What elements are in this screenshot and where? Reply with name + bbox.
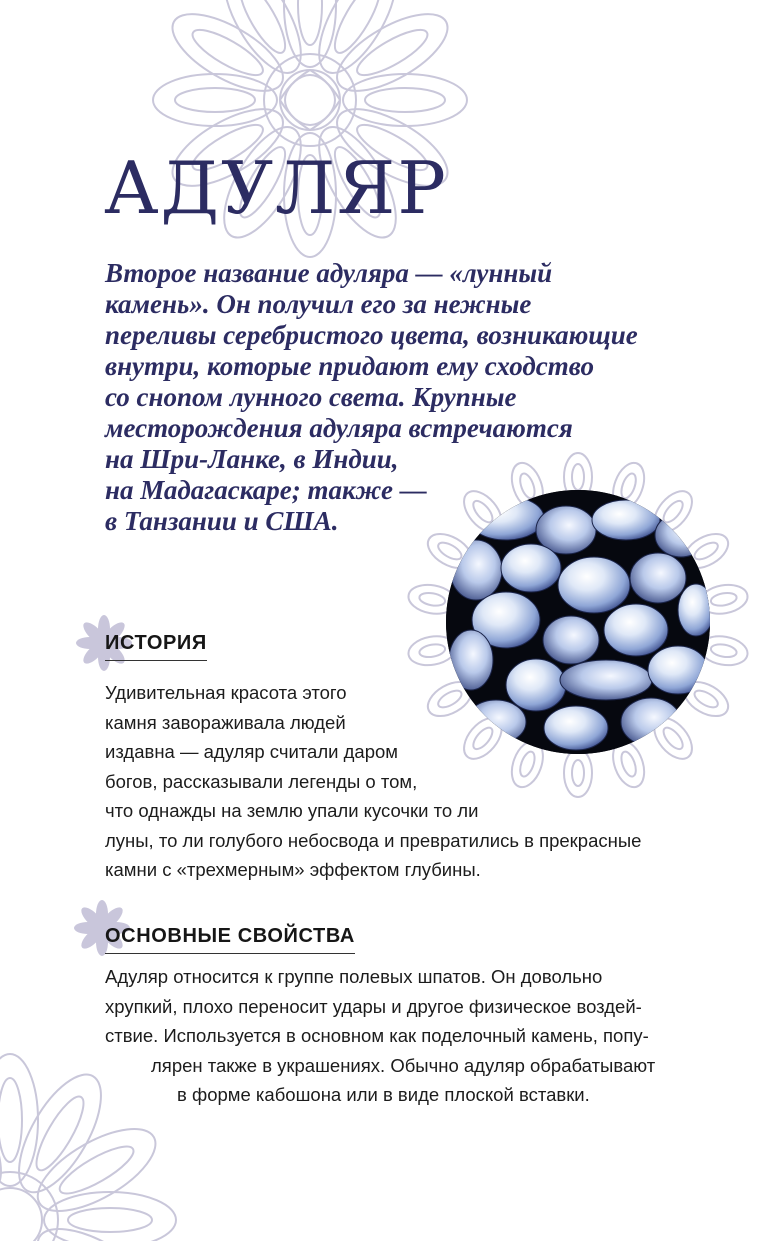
history-line: Удивительная красота этого — [105, 682, 347, 703]
history-line: что однажды на землю упали кусочки то ли — [105, 800, 479, 821]
history-line: издавна — адуляр считали даром — [105, 741, 398, 762]
history-line: камня завораживала людей — [105, 711, 346, 733]
properties-line: хрупкий, плохо переносит удары и другое физическое воздей- — [105, 995, 642, 1017]
intro-line: на Мадагаскаре; также — — [105, 475, 427, 505]
properties-line: лярен также в украшениях. Обычно адуляр обрабатывают — [151, 1054, 656, 1076]
intro-paragraph — [105, 258, 715, 537]
properties-line: в форме кабошона или в виде плоской вставки. — [177, 1084, 590, 1105]
page-title: АДУЛЯР — [104, 146, 448, 230]
intro-line: месторождения адуляра встречаются — [105, 413, 573, 443]
section-heading-properties: ОСНОВНЫЕ СВОЙСТВА — [105, 925, 355, 954]
history-paragraph — [105, 678, 641, 885]
properties-paragraph — [105, 962, 655, 1110]
properties-line: Адуляр относится к группе полевых шпатов. Он довольно — [105, 966, 603, 987]
intro-line: в Танзании и США. — [105, 506, 339, 536]
intro-line: со снопом лунного света. Крупные — [105, 382, 517, 412]
intro-line: на Шри-Ланке, в Индии, — [105, 444, 399, 474]
history-line: богов, рассказывали легенды о том, — [105, 770, 418, 792]
properties-line: ствие. Используется в основном как поделочный камень, попу- — [105, 1025, 649, 1046]
history-line: луны, то ли голубого небосвода и превратились в прекрасные — [105, 829, 642, 851]
history-line: камни с «трехмерным» эффектом глубины. — [105, 859, 481, 880]
section-heading-history: ИСТОРИЯ — [105, 632, 207, 661]
intro-line: переливы серебристого цвета, возникающие — [105, 320, 638, 350]
intro-line: внутри, которые придают ему сходство — [105, 351, 594, 381]
intro-line: Второе название адуляра — «лунный — [105, 258, 553, 288]
intro-line: камень». Он получил его за нежные — [105, 289, 532, 319]
